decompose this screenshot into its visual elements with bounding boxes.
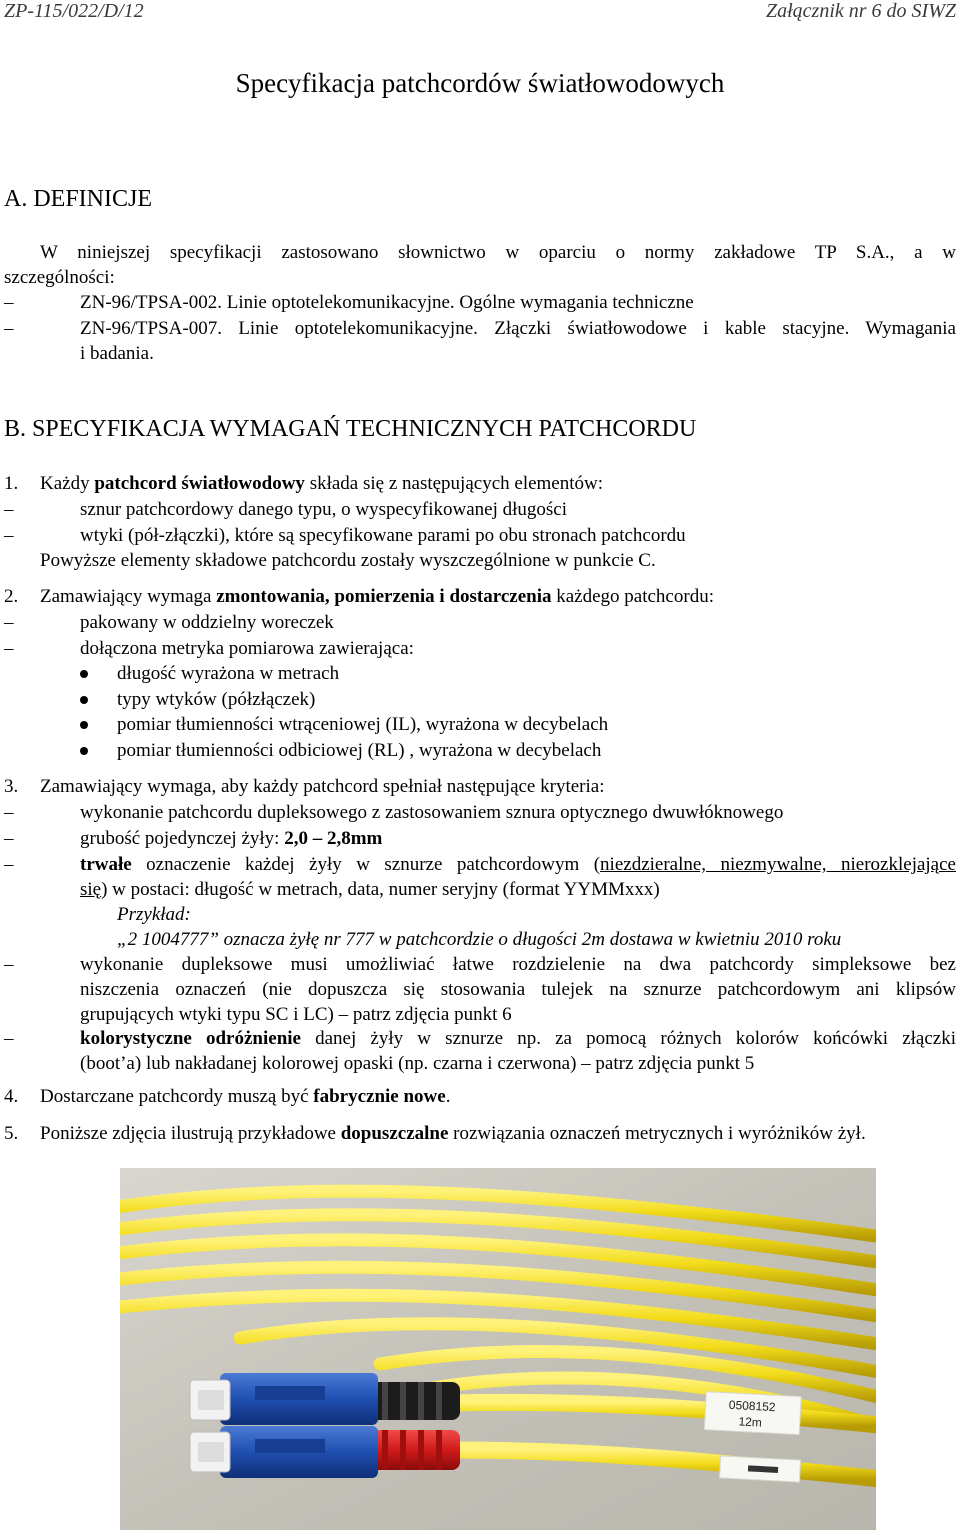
point-2-item-1: pakowany w oddzielny woreczek bbox=[80, 612, 334, 633]
example-label: Przykład: bbox=[117, 904, 191, 925]
point-1-note: Powyższe elementy składowe patchcordu zostały wyszczególnione w punkcie C. bbox=[40, 550, 656, 571]
point-2-sub-4: pomiar tłumienności odbiciowej (RL) , wyrażona w decybelach bbox=[117, 740, 602, 761]
point-2-sub-3: pomiar tłumienności wtrąceniowej (IL), wyrażona w decybelach bbox=[117, 714, 609, 735]
point-5-text-a: Poniższe zdjęcia ilustrują przykładowe bbox=[40, 1123, 341, 1144]
point-3-item-3-line-1 bbox=[80, 852, 956, 877]
point-1-bold: patchcord światłowodowy bbox=[94, 473, 305, 494]
round-bullet bbox=[80, 696, 88, 704]
point-3-item-4-line-1: wykonanie dupleksowe musi umożliwiać łatwe rozdzielenie na dwa patchcordy simpleksowe bez bbox=[80, 954, 956, 975]
norm-item-2-text-line-1: ZN-96/TPSA-007. Linie optotelekomunikacyjne. Złączki światłowodowe i kable stacyjne. Wymagania bbox=[80, 318, 956, 339]
point-1-item-1: sznur patchcordowy danego typu, o wyspecyfikowanej długości bbox=[80, 499, 568, 520]
point-2-text bbox=[40, 584, 714, 609]
cable-label-serial: 0508152 bbox=[728, 1397, 776, 1415]
dash-bullet: – bbox=[4, 802, 14, 823]
round-bullet bbox=[80, 670, 88, 678]
point-5-text bbox=[40, 1121, 866, 1146]
norm-item-1-text: ZN-96/TPSA-002. Linie optotelekomunikacyjne. Ogólne wymagania techniczne bbox=[80, 292, 694, 313]
list-item bbox=[0, 712, 960, 737]
point-1-text bbox=[40, 471, 603, 496]
dash-bullet: – bbox=[4, 525, 14, 546]
point-3-item-3-underlined: niezdzieralne, niezmywalne, nierozklejające bbox=[600, 854, 956, 875]
point-1-text-a: Każdy bbox=[40, 473, 95, 494]
dash-bullet: – bbox=[4, 499, 14, 520]
point-2-sub-2: typy wtyków (półzłączek) bbox=[117, 689, 316, 710]
point-3-item-5-text: danej żyły w sznurze np. za pomocą różnych kolorów końcówki złączki bbox=[301, 1028, 957, 1049]
section-a-heading: A. DEFINICJE bbox=[4, 186, 152, 212]
point-3 bbox=[0, 774, 960, 1074]
point-5-bold: dopuszczalne bbox=[340, 1123, 449, 1144]
point-3-item-5-line-1 bbox=[80, 1026, 956, 1051]
point-2-text-b: każdego patchcordu: bbox=[551, 586, 714, 607]
norm-item-1 bbox=[0, 290, 960, 315]
example-text: „2 1004777” oznacza żyłę nr 777 w patchcordzie o długości 2m dostawa w kwietniu 2010 roku bbox=[117, 929, 842, 950]
point-3-item-2 bbox=[80, 826, 382, 851]
point-3-item-3-underlined-2: się bbox=[80, 879, 102, 900]
document-code: ZP-115/022/D/12 bbox=[4, 0, 144, 22]
point-4-text-a: Dostarczane patchcordy muszą być bbox=[40, 1086, 314, 1107]
point-2-bold: zmontowania, pomierzenia i dostarczenia bbox=[216, 586, 552, 607]
dash-bullet: – bbox=[4, 638, 14, 659]
point-3-item-3-bold: trwałe bbox=[80, 854, 132, 875]
point-5-text-b: rozwiązania oznaczeń metrycznych i wyróżników żył. bbox=[448, 1123, 866, 1144]
point-3-item-2-text: grubość pojedynczej żyły: bbox=[80, 828, 285, 849]
point-3-item-4-line-3: grupujących wtyki typu SC i LC) – patrz zdjęcia punkt 6 bbox=[80, 1004, 512, 1025]
round-bullet bbox=[80, 721, 88, 729]
point-3-item-1: wykonanie patchcordu dupleksowego z zastosowaniem sznura optycznego dwuwłóknowego bbox=[80, 802, 784, 823]
list-item bbox=[0, 687, 960, 712]
point-3-item-3-text-2: ) w postaci: długość w metrach, data, numer seryjny (format YYMMxxx) bbox=[101, 879, 660, 900]
point-1-number: 1. bbox=[4, 473, 19, 494]
dash-bullet: – bbox=[4, 854, 14, 875]
point-1 bbox=[0, 471, 960, 571]
point-3-number: 3. bbox=[4, 776, 19, 797]
point-3-item-5-line-2: (boot’a) lub nakładanej kolorowej opaski (np. czarna i czerwona) – patrz zdjęcia punkt 5 bbox=[80, 1053, 755, 1074]
dash-bullet: – bbox=[4, 954, 14, 975]
point-2-item-2: dołączona metryka pomiarowa zawierająca: bbox=[80, 638, 414, 659]
point-1-text-b: składa się z następujących elementów: bbox=[304, 473, 604, 494]
dash-bullet: – bbox=[4, 292, 14, 313]
point-4-bold: fabrycznie nowe bbox=[313, 1086, 446, 1107]
dash-bullet: – bbox=[4, 828, 14, 849]
point-5-number: 5. bbox=[4, 1123, 19, 1144]
norm-item-2-text-line-2: i badania. bbox=[80, 343, 154, 364]
attachment-label: Załącznik nr 6 do SIWZ bbox=[766, 0, 956, 22]
point-3-item-2-bold: 2,0 – 2,8mm bbox=[284, 828, 383, 849]
norm-item-2 bbox=[0, 316, 960, 366]
point-3-item-4-line-2: niszczenia oznaczeń (nie dopuszcza się stosowania tulejek na sznurze patchcordowym ani klipsów bbox=[80, 979, 956, 1000]
point-4-text-b: . bbox=[445, 1086, 451, 1107]
point-4 bbox=[0, 1084, 960, 1109]
dash-bullet: – bbox=[4, 1028, 14, 1049]
point-2 bbox=[0, 584, 960, 764]
point-5 bbox=[0, 1121, 960, 1146]
point-2-text-a: Zamawiający wymaga bbox=[40, 586, 217, 607]
point-1-item-2: wtyki (pół-złączki), które są specyfikowane parami po obu stronach patchcordu bbox=[80, 525, 686, 546]
list-item bbox=[0, 738, 960, 763]
section-a-intro-line-2: szczególności: bbox=[4, 267, 115, 288]
point-3-item-3-line-2 bbox=[80, 877, 660, 902]
section-b-heading: B. SPECYFIKACJA WYMAGAŃ TECHNICZNYCH PATCHCORDU bbox=[4, 416, 697, 442]
section-a-intro-line-1: W niniejszej specyfikacji zastosowano słownictwo w oparciu o normy zakładowe TP S.A., a w bbox=[40, 242, 956, 263]
cable-label-length: 12m bbox=[738, 1414, 763, 1430]
page-title: Specyfikacja patchcordów światłowodowych bbox=[235, 68, 725, 98]
patchcord-illustration bbox=[120, 1168, 876, 1530]
round-bullet bbox=[80, 747, 88, 755]
point-3-intro: Zamawiający wymaga, aby każdy patchcord spełniał następujące kryteria: bbox=[40, 776, 605, 797]
point-4-number: 4. bbox=[4, 1086, 19, 1107]
point-3-item-3-text: oznaczenie każdej żyły w sznurze patchcordowym ( bbox=[131, 854, 601, 875]
point-2-number: 2. bbox=[4, 586, 19, 607]
point-3-item-5-bold: kolorystyczne odróżnienie bbox=[80, 1028, 301, 1049]
list-item bbox=[0, 661, 960, 686]
point-2-sub-1: długość wyrażona w metrach bbox=[117, 663, 340, 684]
dash-bullet: – bbox=[4, 612, 14, 633]
patchcord-photo bbox=[120, 1168, 876, 1530]
dash-bullet: – bbox=[4, 318, 14, 339]
point-4-text bbox=[40, 1084, 450, 1109]
